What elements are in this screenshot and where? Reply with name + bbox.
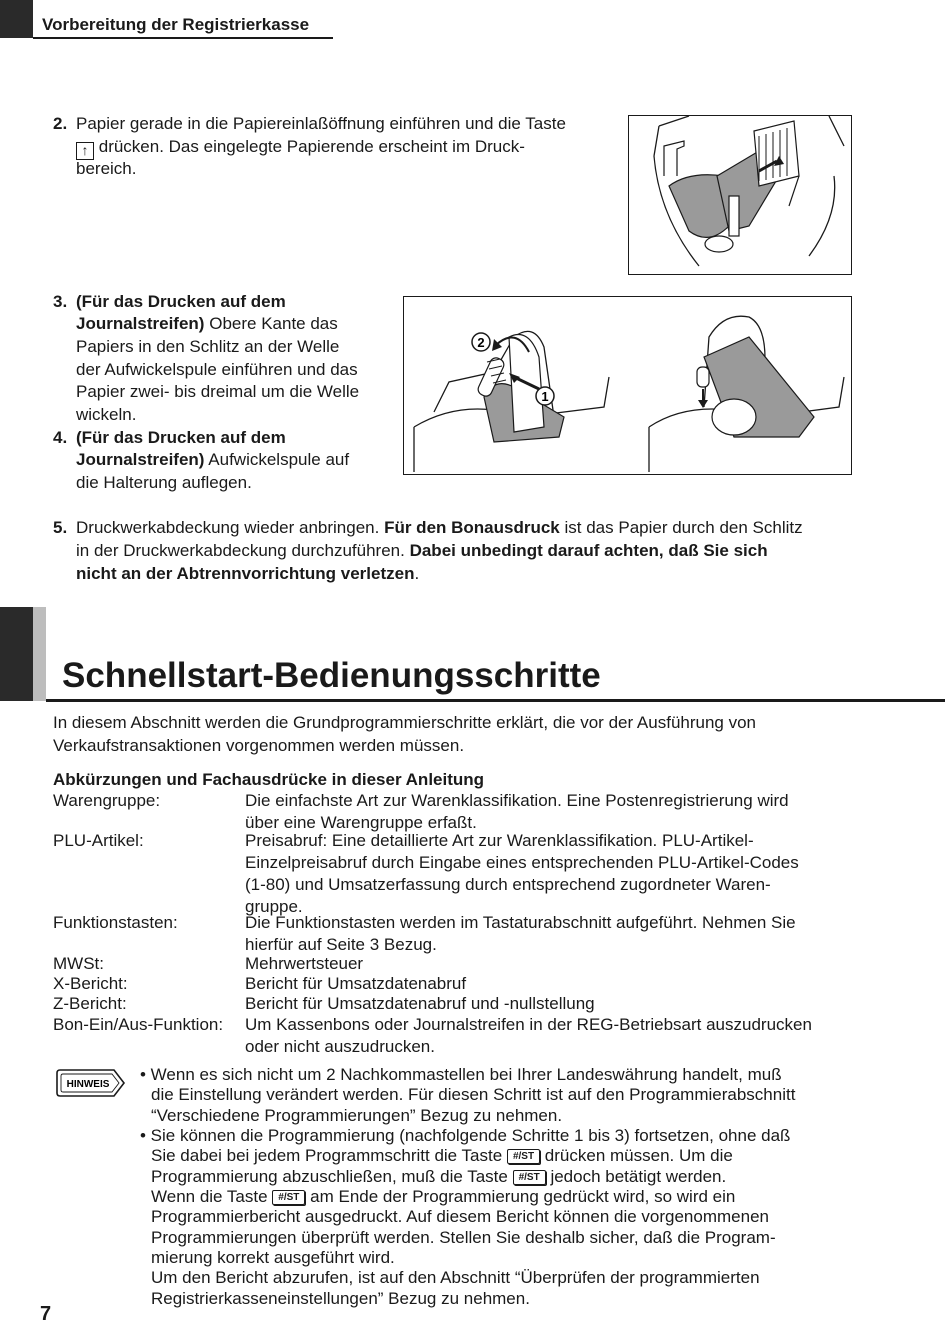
figure-circle-2: 2	[477, 335, 485, 350]
step-4-heading-1: (Für das Drucken auf dem	[76, 428, 286, 447]
step-5-number: 5.	[53, 518, 68, 537]
hinweis-bullet-2-line-3: Programmierung abzuschließen, muß die Taste #/ST jedoch betätigt werden.	[151, 1167, 727, 1186]
step-3-line-5: Papier zwei- bis dreimal um die Welle	[76, 382, 360, 401]
take-up-spool-illustration	[404, 297, 850, 473]
step-5-line-2: in der Druckwerkabdeckung durchzuführen. Dabei unbedingt darauf achten, daß Sie sich	[76, 541, 768, 560]
term-label: Z-Bericht:	[53, 994, 127, 1013]
term-definition: Um Kassenbons oder Journalstreifen in der REG-Betriebsart auszudrucken oder nicht auszudrucken.	[245, 1015, 812, 1056]
hinweis-bullet-2-line-8: Um den Bericht abzurufen, ist auf den Abschnitt “Überprüfen der programmierten	[151, 1268, 760, 1287]
term-label: Warengruppe:	[53, 791, 161, 810]
step-2-line-3: bereich.	[76, 159, 137, 178]
term-definition: Preisabruf: Eine detaillierte Art zur Warenklassifikation. PLU-Artikel- Einzelpreisabruf durch Eingabe eines entsprechenden PLU-Artikel-Codes (1-80) und Umsatzerfassung durch entsprechend zugordneter Waren- gruppe.	[245, 831, 799, 916]
step-4-line-3: die Halterung auflegen.	[76, 473, 252, 492]
hinweis-badge	[56, 1068, 126, 1098]
paper-feed-key-icon: ↑	[76, 142, 94, 160]
hinweis-bullet-2-line-6: Programmierungen überprüft werden. Stellen Sie deshalb sicher, daß die Program-	[151, 1228, 776, 1247]
step-5-line-3: nicht an der Abtrennvorrichtung verletzen.	[76, 564, 420, 583]
step-3-line-2: Journalstreifen) Obere Kante das	[76, 314, 338, 333]
paper-insert-illustration	[629, 116, 850, 273]
step-2-number: 2.	[53, 114, 68, 133]
term-label: MWSt:	[53, 954, 104, 973]
section-intro-line-2: Verkaufstransaktionen vorgenommen werden müssen.	[53, 736, 465, 755]
step-4-line-2: Journalstreifen) Aufwickelspule auf	[76, 450, 350, 469]
st-key-icon: #/ST	[272, 1190, 305, 1205]
step-3-heading-1: (Für das Drucken auf dem	[76, 292, 286, 311]
term-definition: Bericht für Umsatzdatenabruf	[245, 974, 467, 993]
section-bar-light	[33, 607, 46, 701]
hinweis-bullet-2-line-2: Sie dabei bei jedem Programmschritt die Taste #/ST drücken müssen. Um die	[151, 1146, 733, 1165]
step-2-line-1: Papier gerade in die Papiereinlaßöffnung einführen und die Taste	[76, 114, 566, 133]
figure-take-up-spool	[403, 296, 852, 475]
figure-paper-insert	[628, 115, 852, 275]
step-3-line-3: Papiers in den Schlitz an der Welle	[76, 337, 340, 356]
svg-text:HINWEIS: HINWEIS	[66, 1079, 110, 1090]
hinweis-badge-icon	[56, 1068, 126, 1098]
section-bar-dark	[0, 607, 33, 701]
step-5-line-1: Druckwerkabdeckung wieder anbringen. Für den Bonausdruck ist das Papier durch den Schlitz	[76, 518, 803, 537]
step-3-number: 3.	[53, 292, 68, 311]
hinweis-bullet-2-line-1: • Sie können die Programmierung (nachfolgende Schritte 1 bis 3) fortsetzen, ohne daß	[140, 1126, 791, 1145]
abbreviations-heading: Abkürzungen und Fachausdrücke in dieser Anleitung	[53, 770, 485, 789]
hinweis-bullet-1-line-3: “Verschiedene Programmierungen” Bezug zu nehmen.	[151, 1106, 563, 1125]
st-key-icon: #/ST	[513, 1170, 546, 1185]
hinweis-bullet-2-line-4: Wenn die Taste #/ST am Ende der Programmierung gedrückt wird, so wird ein	[151, 1187, 736, 1206]
step-3-line-4: der Aufwickelspule einführen und das	[76, 360, 358, 379]
term-label: Funktionstasten:	[53, 913, 178, 932]
term-label: Bon-Ein/Aus-Funktion:	[53, 1015, 224, 1034]
term-definition: Die Funktionstasten werden im Tastaturabschnitt aufgeführt. Nehmen Sie hierfür auf Seite 3 Bezug.	[245, 913, 796, 954]
header-block	[0, 0, 33, 38]
term-definition: Die einfachste Art zur Warenklassifikation. Eine Postenregistrierung wird über eine Warengruppe erfaßt.	[245, 791, 789, 832]
header-title: Vorbereitung der Registrierkasse	[42, 15, 310, 34]
page-number: 7	[40, 1303, 52, 1325]
section-title: Schnellstart-Bedienungsschritte	[62, 656, 601, 695]
hinweis-bullet-2-line-9: Registrierkasseneinstellungen” Bezug zu nehmen.	[151, 1289, 530, 1308]
section-rule	[46, 699, 945, 702]
step-4-number: 4.	[53, 428, 68, 447]
hinweis-bullet-2-line-7: mierung korrekt ausgeführt wird.	[151, 1248, 395, 1267]
step-3-line-6: wickeln.	[76, 405, 137, 424]
section-intro-line-1: In diesem Abschnitt werden die Grundprogrammierschritte erklärt, die vor der Ausführung von	[53, 713, 757, 732]
header-rule	[33, 37, 333, 39]
term-label: PLU-Artikel:	[53, 831, 144, 850]
hinweis-bullet-1-line-2: die Einstellung verändert werden. Für diesen Schritt ist auf den Programmierabschnitt	[151, 1085, 796, 1104]
step-2-line-2: ↑ drücken. Das eingelegte Papierende erscheint im Druck-	[76, 136, 525, 160]
hinweis-bullet-2-line-5: Programmierbericht ausgedruckt. Auf diesem Bericht können die vorgenommenen	[151, 1207, 769, 1226]
term-definition: Bericht für Umsatzdatenabruf und -nullstellung	[245, 994, 595, 1013]
term-label: X-Bericht:	[53, 974, 128, 993]
st-key-icon: #/ST	[507, 1149, 540, 1164]
term-definition: Mehrwertsteuer	[245, 954, 364, 973]
figure-circle-1: 1	[541, 389, 549, 404]
hinweis-bullet-1-line-1: • Wenn es sich nicht um 2 Nachkommastellen bei Ihrer Landeswährung handelt, muß	[140, 1065, 782, 1084]
